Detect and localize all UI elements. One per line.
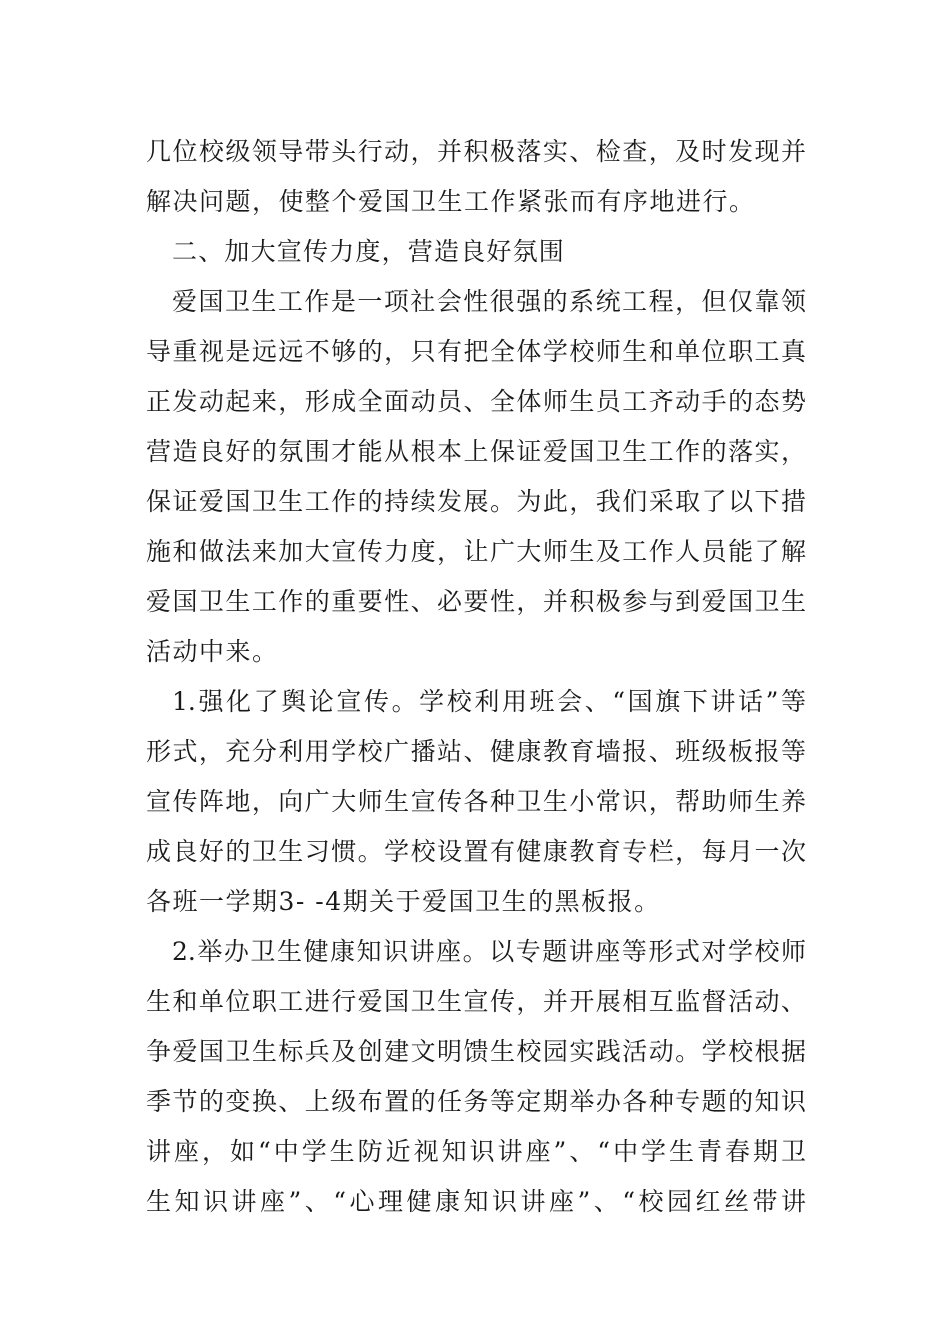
- text-line: 正发动起来，形成全面动员、全体师生员工齐动手的态势: [146, 387, 806, 416]
- text-line: 1.强化了舆论宣传。学校利用班会、“国旗下讲话”等: [172, 687, 806, 716]
- text-line: 几位校级领导带头行动，并积极落实、检查，及时发现并: [146, 137, 806, 166]
- text-line: 2.举办卫生健康知识讲座。以专题讲座等形式对学校师: [172, 937, 806, 966]
- text-line: 爱国卫生工作是一项社会性很强的系统工程，但仅靠领: [172, 287, 806, 316]
- text-line: 爱国卫生工作的重要性、必要性，并积极参与到爱国卫生: [146, 587, 806, 616]
- text-line: 争爱国卫生标兵及创建文明馈生校园实践活动。学校根据: [146, 1037, 806, 1066]
- text-line: 宣传阵地，向广大师生宣传各种卫生小常识，帮助师生养: [146, 787, 806, 816]
- text-line: 活动中来。: [146, 637, 279, 666]
- text-line: 成良好的卫生习惯。学校设置有健康教育专栏，每月一次: [146, 837, 806, 866]
- text-line: 形式，充分利用学校广播站、健康教育墙报、班级板报等: [146, 737, 806, 766]
- section-heading: 二、加大宣传力度，营造良好氛围: [172, 237, 566, 266]
- text-line: 保证爱国卫生工作的持续发展。为此，我们采取了以下措: [146, 487, 806, 516]
- text-line: 解决问题，使整个爱国卫生工作紧张而有序地进行。: [146, 187, 756, 216]
- text-line: 讲座，如“中学生防近视知识讲座”、“中学生青春期卫: [146, 1137, 806, 1166]
- text-line: 生知识讲座”、“心理健康知识讲座”、“校园红丝带讲: [146, 1187, 806, 1216]
- text-line: 季节的变换、上级布置的任务等定期举办各种专题的知识: [146, 1087, 806, 1116]
- text-line: 各班一学期3- -4期关于爱国卫生的黑板报。: [146, 887, 661, 916]
- text-line: 生和单位职工进行爱国卫生宣传，并开展相互监督活动、: [146, 987, 806, 1016]
- text-line: 导重视是远远不够的，只有把全体学校师生和单位职工真: [146, 337, 806, 366]
- text-line: 营造良好的氛围才能从根本上保证爱国卫生工作的落实，: [146, 437, 806, 466]
- text-line: 施和做法来加大宣传力度，让广大师生及工作人员能了解: [146, 537, 806, 566]
